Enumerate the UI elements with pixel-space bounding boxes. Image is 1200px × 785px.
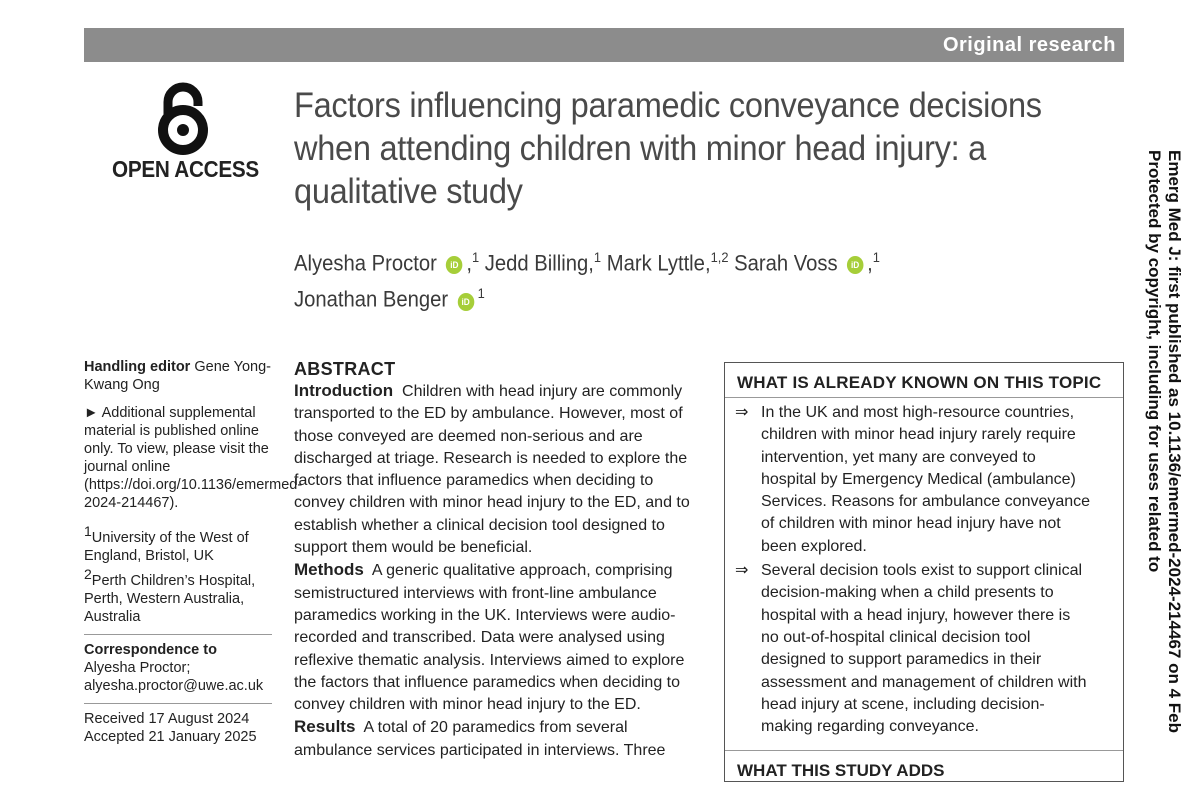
received-date: Received 17 August 2024 xyxy=(84,710,250,727)
abstract-heading: ABSTRACT xyxy=(294,359,396,379)
article-type-banner: Original research xyxy=(84,28,1124,62)
correspondence-email[interactable]: alyesha.proctor@uwe.ac.uk xyxy=(84,677,264,694)
author-name: Alyesha Proctor xyxy=(294,250,437,276)
orcid-icon[interactable]: iD xyxy=(446,256,463,274)
author-name: Jonathan Benger xyxy=(294,286,449,312)
article-sidebar xyxy=(84,358,303,746)
known-item: ⇒ Several decision tools exist to support clinical decision-making when a child presents to hospital with a head injury, however there is no out-of-hospital clinical decision tool designed to support paramedics in their assessment and management of children with head injury at scene, including decision-making regarding conveyance. xyxy=(735,562,1087,736)
author-name: Sarah Voss xyxy=(734,250,838,276)
author-list: Alyesha Proctor iD ,$^1$ Jedd Billing,$^1$ Mark Lyttle,$^{1,2}$ Sarah Voss iD ,$^1$ Jonathan Benger $iD^1$ xyxy=(294,249,880,312)
abstract xyxy=(294,358,694,762)
key-messages-box xyxy=(724,362,1124,782)
vertical-margin-note xyxy=(1145,150,1200,768)
article-title: Factors influencing paramedic conveyance decisions when attending children with minor head injury: a qualitative study xyxy=(294,86,1042,211)
supplemental-note: ► Additional supplemental material is published online only. To view, please visit the journal online (https://doi.org/10.1136/emermed-2024-214467). xyxy=(84,405,303,511)
vertical-line-2: Protected by copyright, including for uses related to xyxy=(1145,150,1164,573)
correspondence-name: Alyesha Proctor; xyxy=(84,659,191,676)
handling-editor: Handling editor Gene Yong-Kwang Ong xyxy=(84,359,271,393)
double-arrow-icon: ⇒ xyxy=(735,404,749,421)
orcid-icon[interactable]: iD xyxy=(847,256,864,274)
accepted-date: Accepted 21 January 2025 xyxy=(84,728,257,745)
known-heading: WHAT IS ALREADY KNOWN ON THIS TOPIC xyxy=(725,363,1123,398)
adds-heading: WHAT THIS STUDY ADDS xyxy=(725,750,1123,785)
vertical-line-1: Emerg Med J: first published as 10.1136/emermed-2024-214467 on 4 Feb xyxy=(1165,150,1184,733)
author-name: Jedd Billing xyxy=(484,250,589,276)
open-access-label: OPEN ACCESS xyxy=(112,156,259,182)
abstract-introduction: Introduction Children with head injury are commonly transported to the ED by ambulance. However, most of those conveyed are deemed non-serious and are discharged at triage. Research is needed to explore the factors that influence paramedics when deciding to convey children with minor head injury to the ED, and to establish whether a clinical decision tool designed to support them would be beneficial. xyxy=(294,381,690,557)
known-item: ⇒ In the UK and most high-resource countries, children with minor head injury rarely require intervention, yet many are conveyed to hospital by Emergency Medical (ambulance) Services. Reasons for ambulance conveyance of children with minor head injury have not been explored. xyxy=(735,404,1091,555)
affiliation: $^2$Perth Children’s Hospital, Perth, Western Australia, Australia xyxy=(84,565,256,625)
abstract-results: Results A total of 20 paramedics from several ambulance services participated in interviews. Three xyxy=(294,717,666,759)
orcid-icon[interactable]: iD xyxy=(457,293,474,311)
double-arrow-icon: ⇒ xyxy=(735,562,749,580)
open-access-icon xyxy=(138,82,228,154)
correspondence-label: Correspondence to xyxy=(84,641,217,658)
affiliation: $^1$University of the West of England, Bristol, UK xyxy=(84,523,249,564)
abstract-methods: Methods A generic qualitative approach, comprising semistructured interviews with front-line ambulance paramedics working in the UK. Interviews were audio-recorded and transcribed. Data were analysed using reflexive thematic analysis. Interviews aimed to explore the factors that influence paramedics when deciding to convey children with minor head injury to the ED. xyxy=(294,560,685,714)
author-name: Mark Lyttle xyxy=(606,250,705,276)
